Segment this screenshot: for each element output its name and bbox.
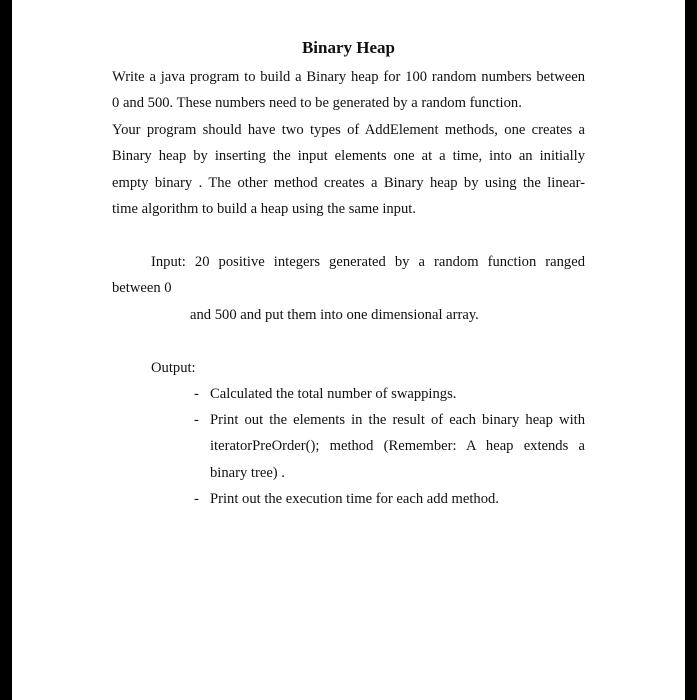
intro-line-1: Write a java program to build a Binary heap for 100 random numbers between	[112, 69, 585, 85]
intro-line-3: Your program should have two types of AddElement methods, one creates a	[112, 121, 585, 138]
output-item-3	[210, 486, 585, 512]
intro-line-6: time algorithm to build a heap using the same input.	[112, 201, 416, 218]
document-page	[12, 0, 685, 700]
intro-line-2: 0 and 500. These numbers need to be generated by a random function.	[112, 95, 522, 112]
bullet-marker-3: -	[194, 491, 199, 507]
document-title: Binary Heap	[301, 38, 396, 57]
output-item-1-line-1: Calculated the total number of swappings.	[210, 386, 457, 402]
input-line-2: between 0	[112, 280, 172, 296]
input-line-1: Input: 20 positive integers generated by a random function ranged	[151, 254, 585, 270]
output-item-3-line-1: Print out the execution time for each add method.	[210, 491, 499, 507]
input-line-3: and 500 and put them into one dimensional array.	[190, 307, 479, 323]
intro-paragraph	[112, 64, 585, 222]
intro-line-4: Binary heap by inserting the input elements one at a time, into an initially	[112, 148, 585, 165]
output-item-2-line-1: Print out the elements in the result of each binary heap with	[210, 412, 585, 428]
bullet-marker-2: -	[194, 412, 199, 428]
output-item-2-line-3: binary tree) .	[210, 464, 285, 481]
output-item-2-line-2: iteratorPreOrder(); method (Remember: A heap extends a	[210, 438, 585, 455]
intro-line-5: empty binary . The other method creates a Binary heap by using the linear-	[112, 174, 585, 191]
output-label: Output:	[151, 360, 196, 376]
output-item-1	[210, 381, 585, 407]
output-item-2	[210, 407, 585, 486]
bullet-marker-1: -	[194, 386, 199, 402]
